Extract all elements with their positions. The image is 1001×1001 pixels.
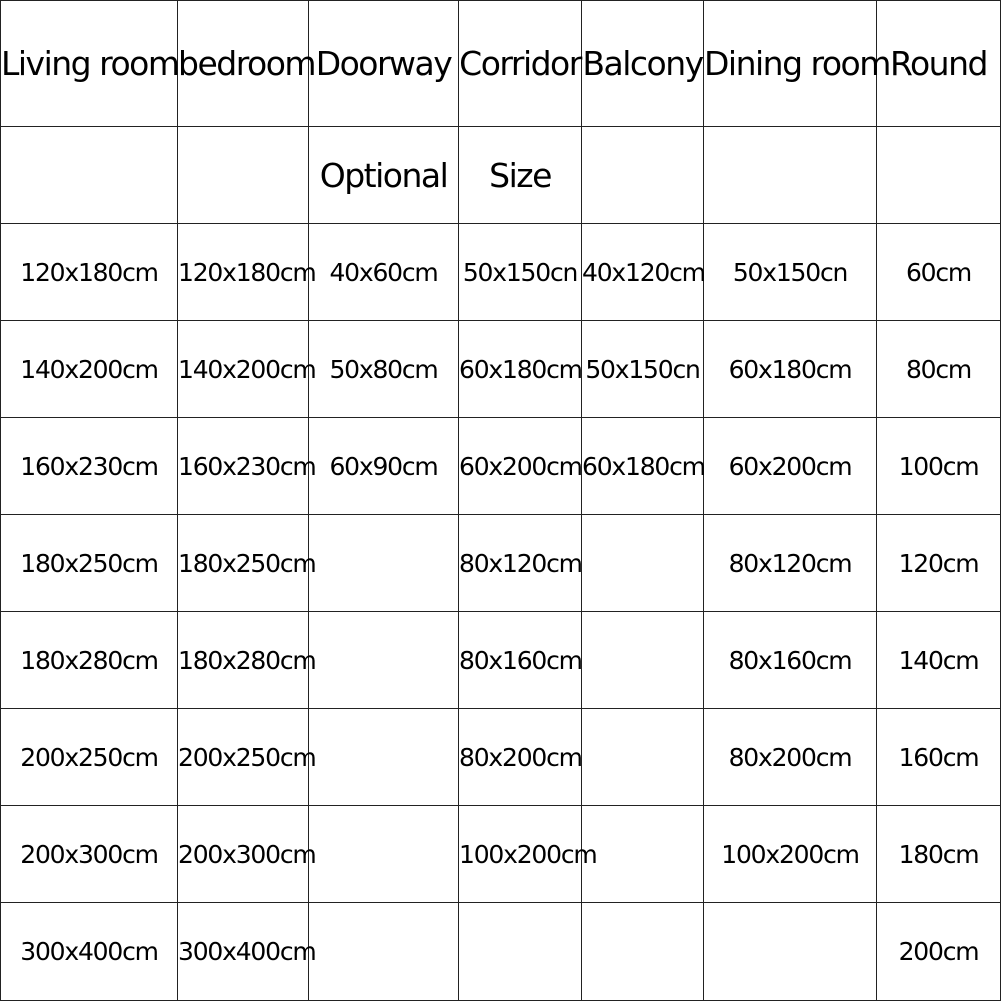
subheader-optional: Optional	[309, 127, 459, 224]
table-cell: 50x150cn	[582, 321, 704, 418]
table-cell: 60x180cm	[459, 321, 582, 418]
subheader-cell	[877, 127, 1001, 224]
table-cell: 160x230cm	[1, 418, 178, 515]
table-cell	[309, 612, 459, 709]
table-cell: 80x200cm	[704, 709, 877, 806]
table-cell: 120x180cm	[178, 224, 309, 321]
table-cell	[459, 903, 582, 1001]
table-cell: 180x280cm	[1, 612, 178, 709]
table-cell: 40x60cm	[309, 224, 459, 321]
table-row	[1, 709, 1001, 806]
table-cell: 120x180cm	[1, 224, 178, 321]
table-cell: 300x400cm	[178, 903, 309, 1001]
header-balcony: Balcony	[582, 1, 704, 127]
table-cell: 60x200cm	[459, 418, 582, 515]
table-cell: 60cm	[877, 224, 1001, 321]
table-cell: 200x250cm	[178, 709, 309, 806]
table-row	[1, 806, 1001, 903]
table-cell: 160x230cm	[178, 418, 309, 515]
table-row	[1, 612, 1001, 709]
header-round: Round	[877, 1, 1001, 127]
table-cell: 80x160cm	[704, 612, 877, 709]
table-cell: 200x300cm	[178, 806, 309, 903]
table-cell: 60x180cm	[704, 321, 877, 418]
table-cell: 100x200cm	[459, 806, 582, 903]
table-cell: 160cm	[877, 709, 1001, 806]
table-cell: 200cm	[877, 903, 1001, 1001]
table-cell: 50x150cn	[704, 224, 877, 321]
table-row	[1, 515, 1001, 612]
table-cell: 180cm	[877, 806, 1001, 903]
table-cell: 80x120cm	[459, 515, 582, 612]
table-row	[1, 418, 1001, 515]
table-cell	[309, 903, 459, 1001]
subheader-row	[1, 127, 1001, 224]
table-cell: 80x120cm	[704, 515, 877, 612]
table-cell: 300x400cm	[1, 903, 178, 1001]
table-cell	[309, 806, 459, 903]
header-doorway: Doorway	[309, 1, 459, 127]
size-table-body	[1, 1, 1001, 1001]
table-cell: 140x200cm	[1, 321, 178, 418]
table-cell: 120cm	[877, 515, 1001, 612]
table-cell: 140cm	[877, 612, 1001, 709]
table-cell: 60x180cm	[582, 418, 704, 515]
table-cell	[582, 806, 704, 903]
table-cell: 60x90cm	[309, 418, 459, 515]
table-cell: 80cm	[877, 321, 1001, 418]
subheader-cell	[178, 127, 309, 224]
table-cell	[582, 709, 704, 806]
table-cell: 180x250cm	[178, 515, 309, 612]
table-cell: 200x250cm	[1, 709, 178, 806]
header-dining-room: Dining room	[704, 1, 877, 127]
header-living-room: Living room	[1, 1, 178, 127]
header-row	[1, 1, 1001, 127]
header-corridor: Corridor	[459, 1, 582, 127]
table-cell	[309, 515, 459, 612]
table-cell: 50x150cn	[459, 224, 582, 321]
table-cell	[582, 515, 704, 612]
subheader-cell	[582, 127, 704, 224]
table-cell	[704, 903, 877, 1001]
table-cell: 80x200cm	[459, 709, 582, 806]
table-cell: 100x200cm	[704, 806, 877, 903]
table-cell: 40x120cm	[582, 224, 704, 321]
table-cell: 60x200cm	[704, 418, 877, 515]
table-row	[1, 321, 1001, 418]
table-cell: 200x300cm	[1, 806, 178, 903]
table-cell: 50x80cm	[309, 321, 459, 418]
table-cell	[309, 709, 459, 806]
table-row	[1, 903, 1001, 1001]
table-cell: 180x250cm	[1, 515, 178, 612]
header-bedroom: bedroom	[178, 1, 309, 127]
table-cell: 80x160cm	[459, 612, 582, 709]
subheader-cell	[704, 127, 877, 224]
subheader-size: Size	[459, 127, 582, 224]
table-row	[1, 224, 1001, 321]
table-cell	[582, 903, 704, 1001]
table-cell: 100cm	[877, 418, 1001, 515]
table-cell: 180x280cm	[178, 612, 309, 709]
table-cell: 140x200cm	[178, 321, 309, 418]
subheader-cell	[1, 127, 178, 224]
table-cell	[582, 612, 704, 709]
